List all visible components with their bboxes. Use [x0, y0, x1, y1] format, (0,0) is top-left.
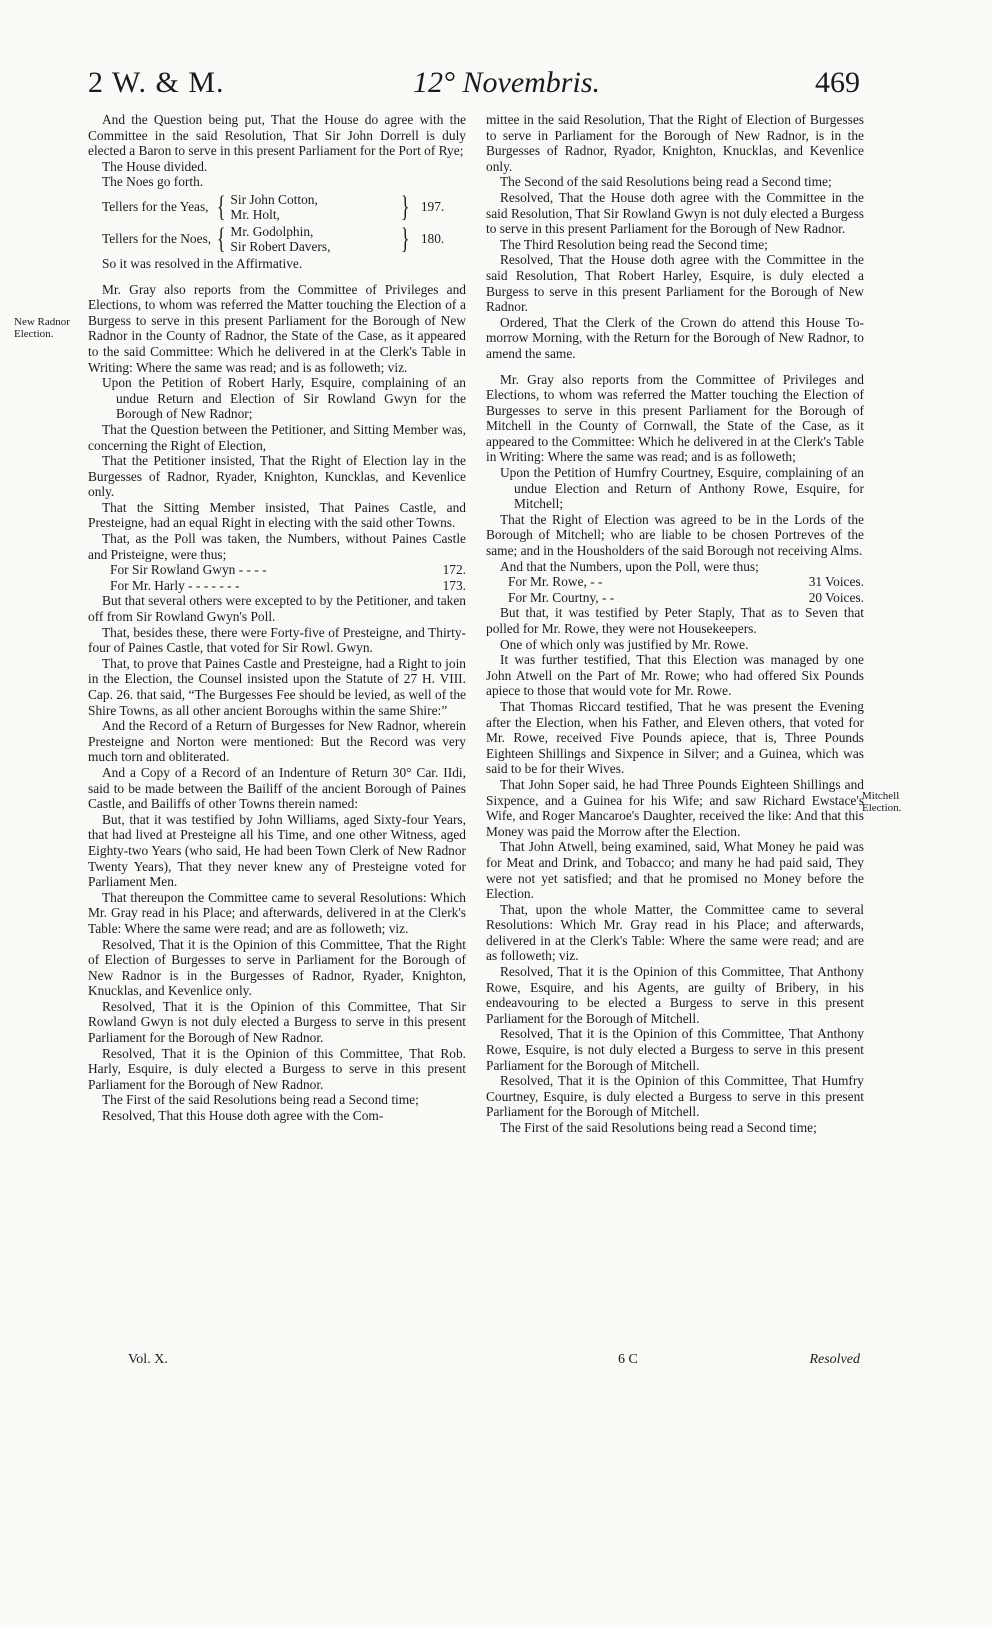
- margin-note-mitchell: Mitchell Election.: [862, 790, 902, 814]
- paragraph: That, to prove that Paines Castle and Presteigne, had a Right to join in the Election, the Counsel insisted upon the Statute of 27 H. VIII. Cap. 26. that said, “The Burgesses Fee should be levied, as well of the Shire Towns, as all other ancient Boroughs within the same Shire:”: [88, 655, 466, 718]
- paragraph: Upon the Petition of Robert Harly, Esquire, complaining of an undue Return and Election of Sir Rowland Gwyn for the Borough of New Radnor;: [102, 375, 466, 422]
- poll-count: 20 Voices.: [808, 589, 864, 605]
- paragraph: That the Sitting Member insisted, That Paines Castle, and Presteigne, had an equal Right in electing with the said other Towns.: [88, 499, 466, 531]
- paragraph: That Thomas Riccard testified, That he was present the Evening after the Election, when his Father, and Eleven others, that voted for Mr. Rowe, received Five Pounds apiece, that is, Three Pounds Eighteen Shillings and Sixpence in Silver; and a Guinea, which was said to be for their Wives.: [486, 698, 864, 777]
- paragraph: And that the Numbers, upon the Poll, were thus;: [500, 558, 759, 574]
- paragraph: Resolved, That it is the Opinion of this Committee, That Sir Rowland Gwyn is not duly elected a Burgess to serve in this present Parliament for the Borough of New Radnor.: [88, 998, 466, 1046]
- poll-line: [88, 562, 466, 578]
- tellers-label: Tellers for the Noes,: [102, 231, 212, 247]
- paragraph: Resolved, That it is the Opinion of this Committee, That the Right of Election of Burgesses to serve in Parliament for the Borough of New Radnor is in the Burgesses of Radnor, Ryader, Knighton, Knucklas, and Kevenlice only.: [88, 936, 466, 999]
- paragraph: And the Record of a Return of Burgesses for New Radnor, wherein Presteigne and Norton were mentioned: But the Record was very much torn and obliterated.: [88, 718, 466, 765]
- paragraph: The First of the said Resolutions being read a Second time;: [500, 1120, 817, 1135]
- brace-open: {: [216, 221, 226, 255]
- tellers-count: 197.: [420, 199, 445, 215]
- tellers-label: Tellers for the Yeas,: [102, 199, 209, 215]
- paragraph: That, as the Poll was taken, the Numbers, without Paines Castle and Pristeigne, were thus;: [88, 531, 466, 562]
- paragraph: The Third Resolution being read the Second time;: [500, 236, 768, 252]
- paragraph: That, besides these, there were Forty-five of Presteigne, and Thirty-four of Paines Castle, that voted for Sir Rowl. Gwyn.: [88, 624, 466, 656]
- paragraph: And the Question being put, That the House do agree with the Committee in the said Resolution, That Sir John Dorrell is duly elected a Baron to serve in this present Parliament for the Port of Rye;: [88, 112, 466, 159]
- paragraph: That John Soper said, he had Three Pounds Eighteen Shillings and Sixpence, and a Guinea for his Wife; and saw Richard Ewstace's Wife, and Roger Mancaroe's Daughter, received the like: And that this Money was paid the Morrow after the Election.: [486, 776, 864, 839]
- poll-line: [486, 574, 864, 590]
- paragraph: Resolved, That this House doth agree with the Com-: [102, 1108, 384, 1124]
- paragraph: Resolved, That it is the Opinion of this Committee, That Anthony Rowe, Esquire, and his Agents, are guilty of Bribery, in his endeavouring to be elected a Burgess to serve in this present Parliament for the Borough of Mitchell.: [486, 964, 864, 1026]
- teller-name: Sir John Cotton,: [230, 191, 318, 207]
- page-number: 469: [815, 66, 860, 99]
- paragraph: That John Atwell, being examined, said, What Money he paid was for Meat and Drink, and Tobacco; and many he had paid said, They were not yet satisfied; and that he promised no Money before the Election.: [486, 839, 864, 902]
- paragraph: The Noes go forth.: [102, 174, 204, 190]
- poll-line: [88, 578, 466, 594]
- paragraph: That the Right of Election was agreed to be in the Lords of the Borough of Mitchell; who are liable to be chosen Portreves of the same; and in the Housholders of the said Borough not receiving Alms.: [486, 511, 864, 559]
- page-header: [88, 66, 860, 106]
- paragraph: That the Question between the Petitioner, and Sitting Member was, concerning the Right of Election,: [88, 421, 466, 453]
- poll-candidate: For Mr. Harly - - - - - - -: [110, 577, 240, 593]
- paragraph: So it was resolved in the Affirmative.: [102, 255, 303, 271]
- poll-line: [486, 590, 864, 606]
- left-column: [88, 112, 466, 1124]
- poll-count: 172.: [442, 562, 466, 578]
- brace-open: {: [216, 189, 226, 223]
- paragraph: The House divided.: [102, 158, 208, 174]
- paragraph: That the Petitioner insisted, That the Right of Election lay in the Burgesses of Radnor, Ryader, Knighton, Kuncklas, and Kevenlice only.: [88, 453, 466, 500]
- paragraph: But that several others were excepted to by the Petitioner, and taken off from Sir Rowland Gwyn's Poll.: [88, 593, 466, 625]
- right-column: [486, 112, 864, 1136]
- paragraph: mittee in the said Resolution, That the Right of Election of Burgesses to serve in Parliament for the Borough of New Radnor, is in the Burgesses of Radnor, Ryador, Knighton, Knucklas, and Kevenlice only.: [486, 112, 864, 174]
- paragraph: The First of the said Resolutions being read a Second time;: [102, 1092, 419, 1108]
- poll-count: 173.: [442, 577, 466, 593]
- paragraph: The Second of the said Resolutions being read a Second time;: [500, 174, 832, 190]
- tellers-noes: [102, 221, 466, 255]
- paragraph: Upon the Petition of Humfry Courtney, Esquire, complaining of an undue Election and Return of Anthony Rowe, Esquire, for Mitchell;: [500, 465, 864, 512]
- poll-candidate: For Mr. Courtny, - -: [508, 589, 615, 605]
- volume-label: Vol. X.: [128, 1352, 168, 1367]
- paragraph: It was further testified, That this Election was managed by one John Atwell on the Part of Mr. Rowe; who had offered Six Pounds apiece to those that would vote for Mr. Rowe.: [486, 652, 864, 699]
- paragraph: Resolved, That it is the Opinion of this Committee, That Rob. Harly, Esquire, is duly elected a Burgess to serve in this present Parliament for the Borough of New Radnor.: [88, 1045, 466, 1092]
- paragraph: Mr. Gray also reports from the Committee of Privileges and Elections, to whom was referred the Matter touching the Election of a Burgess to serve in this present Parliament for the Borough of New Radnor in the County of Radnor, the State of the Case, as it appeared to the said Committee: Which he delivered in at the Clerk's Table in Writing: Where the same was read; and is as followeth; viz.: [88, 281, 466, 375]
- teller-name: Mr. Godolphin,: [230, 223, 314, 239]
- paragraph: Ordered, That the Clerk of the Crown do attend this House To-morrow Morning, with the Return for the Borough of New Radnor, to amend the same.: [486, 314, 864, 361]
- paragraph: But, that it was testified by John Williams, aged Sixty-four Years, that had lived at Presteigne all his Time, and one other Witness, aged Eighty-two Years (who said, He had been Town Clerk of New Radnor Twenty Years), That they never knew any of Presteigne voted for Parliament Men.: [88, 811, 466, 890]
- tellers-count: 180.: [420, 231, 445, 247]
- paragraph: Resolved, That it is the Opinion of this Committee, That Humfry Courtney, Esquire, is duly elected a Burgess to serve in this present Parliament for the Borough of Mitchell.: [486, 1073, 864, 1120]
- page-footer: [88, 1352, 860, 1372]
- signature-mark: 6 C: [618, 1352, 638, 1367]
- paragraph: Resolved, That it is the Opinion of this Committee, That Anthony Rowe, Esquire, is not duly elected a Burgess to serve in this present Parliament for the Borough of Mitchell.: [486, 1026, 864, 1073]
- tellers-names: [230, 192, 380, 222]
- brace-close: }: [401, 189, 410, 223]
- paragraph: That thereupon the Committee came to several Resolutions: Which Mr. Gray read in his Place; and afterwards, delivered in at the Clerk's Table: Where the same were read; and are as followeth; viz.: [88, 889, 466, 936]
- paragraph: Resolved, That the House doth agree with the Committee in the said Resolution, That Sir Rowland Gwyn is not duly elected a Burgess to serve in this present Parliament for the Borough of New Radnor.: [486, 189, 864, 237]
- paragraph: Mr. Gray also reports from the Committee of Privileges and Elections, to whom was referred the Matter touching the Election of Burgesses to serve in this present Parliament for the Borough of Mitchell in the County of Cornwall, the State of the Case, as it appeared to the Committee: Which he delivered in at the Clerk's Table in Writing: Where the same was read; and is as followeth;: [486, 371, 864, 465]
- page-date: 12° Novembris.: [413, 66, 600, 99]
- teller-name: Mr. Holt,: [230, 206, 280, 222]
- catchword: Resolved: [809, 1352, 860, 1367]
- poll-count: 31 Voices.: [808, 574, 864, 590]
- paragraph: One of which only was justified by Mr. Rowe.: [500, 636, 749, 652]
- paragraph: But that, it was testified by Peter Staply, That as to Seven that polled for Mr. Rowe, they were not Housekeepers.: [486, 605, 864, 636]
- poll-candidate: For Mr. Rowe, - -: [508, 574, 603, 590]
- teller-name: Sir Robert Davers,: [230, 238, 331, 254]
- paragraph: That, upon the whole Matter, the Committee came to several Resolutions: Which Mr. Gray read in his Place; and afterwards, delivered in at the Clerk's Table: Where the same were read; and are as followeth; viz.: [486, 901, 864, 964]
- regnal-year: 2 W. & M.: [88, 66, 225, 99]
- tellers-yeas: [102, 189, 466, 223]
- brace-close: }: [401, 221, 410, 255]
- tellers-names: [230, 224, 380, 254]
- paragraph: And a Copy of a Record of an Indenture of Return 30° Car. IIdi, said to be made between the Bailiff of the ancient Borough of Paines Castle, and Bailiffs of other Towns therein named:: [88, 764, 466, 812]
- paragraph: Resolved, That the House doth agree with the Committee in the said Resolution, That Robert Harley, Esquire, is duly elected a Burgess to serve in this present Parliament for the Borough of New Radnor.: [486, 252, 864, 315]
- margin-note-new-radnor: New Radnor Election.: [14, 316, 70, 340]
- poll-candidate: For Sir Rowland Gwyn - - - -: [110, 562, 267, 578]
